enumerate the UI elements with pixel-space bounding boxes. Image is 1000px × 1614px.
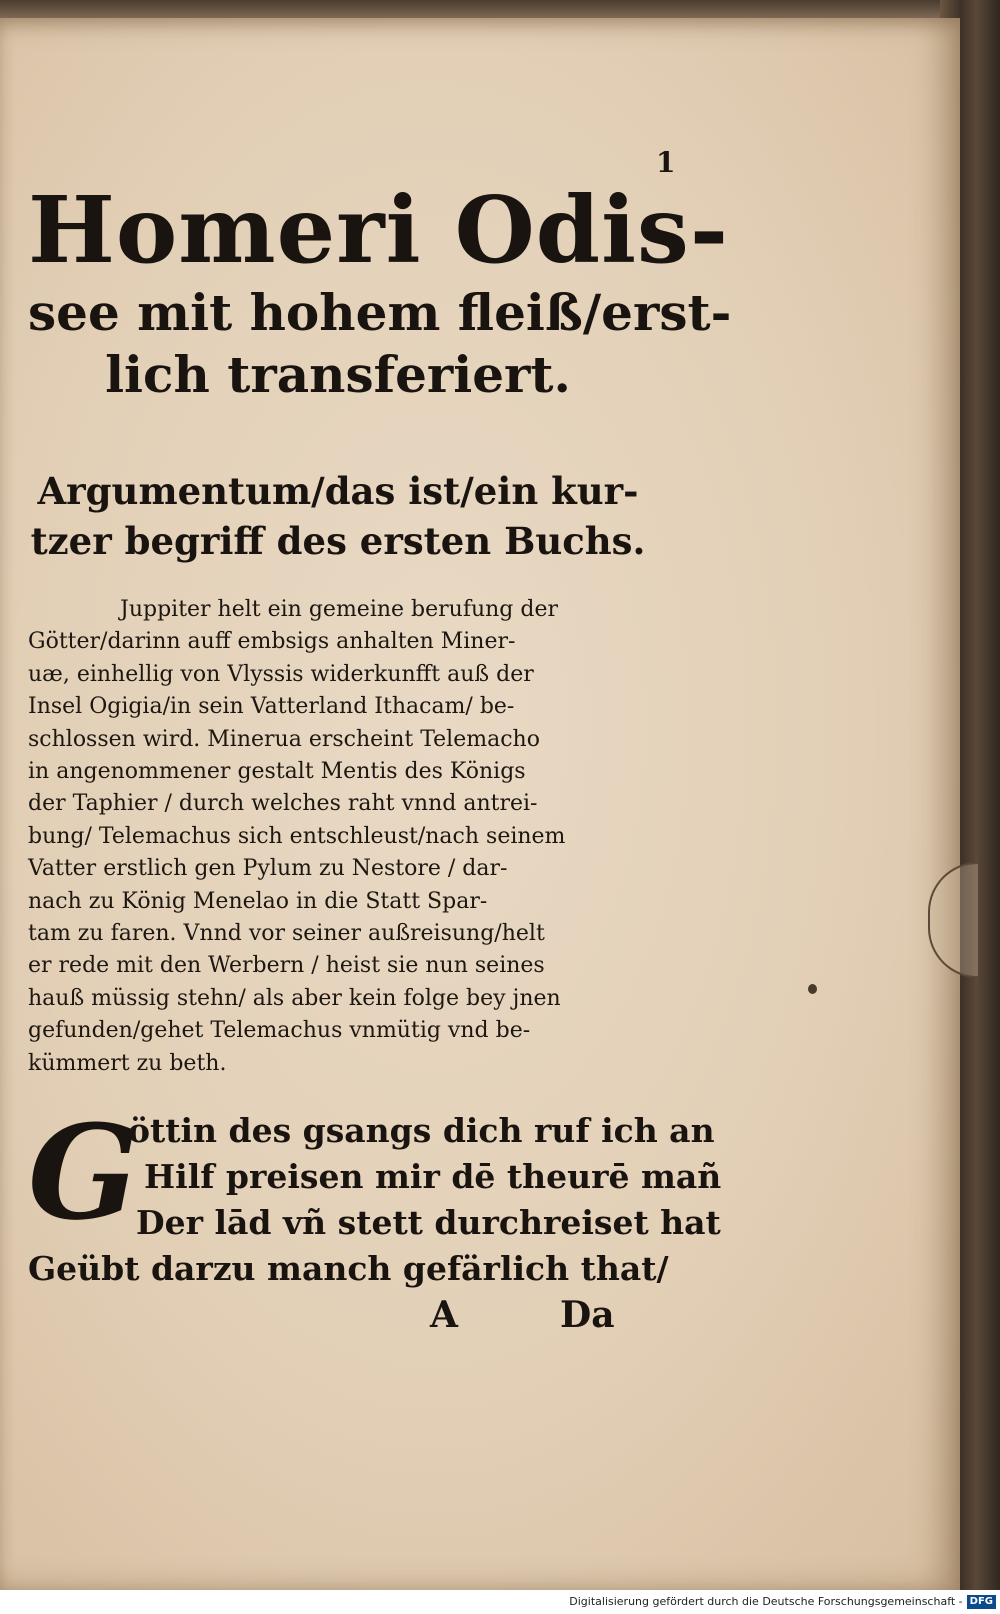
argument-line: Vatter erstlich gen Pylum zu Nestore / dar- — [28, 856, 508, 882]
argument-line: bung/ Telemachus sich entschleust/nach seinem — [28, 823, 566, 849]
argument-line: nach zu König Menelao in die Statt Spar- — [28, 888, 488, 914]
verse-block — [28, 1096, 722, 1292]
book-page — [0, 18, 960, 1590]
title-line-3: lich transferiert. — [105, 345, 571, 404]
argument-line: Juppiter helt ein gemeine berufung der — [120, 597, 559, 622]
argument-line: gefunden/gehet Telemachus vnmütig vnd be- — [28, 1018, 531, 1044]
title-line-2: see mit hohem fleiß/erst- — [28, 283, 732, 342]
argument-line: Götter/darinn auff embsigs anhalten Miner- — [28, 629, 516, 655]
argument-line: Insel Ogigia/in sein Vatterland Ithacam/ be- — [28, 694, 515, 720]
page-title — [28, 176, 732, 406]
verse-line: Geübt darzu manch gefärlich that/ — [28, 1249, 669, 1288]
dfg-logo-icon: DFG — [967, 1595, 996, 1609]
argument-line: schlossen wird. Minerua erscheint Telemacho — [28, 726, 540, 752]
verse-line: Hilf preisen mir dē theurē mañ — [144, 1157, 722, 1196]
verse-line: öttin des gsangs dich ruf ich an — [128, 1111, 715, 1150]
argument-line: er rede mit den Werbern / heist sie nun seines — [28, 953, 545, 979]
verse-line: Der lād vñ stett durchreiset hat — [136, 1203, 721, 1242]
argument-line: tam zu faren. Vnnd vor seiner außreisung/helt — [28, 921, 545, 947]
ink-spot — [808, 984, 817, 994]
decorated-initial: G — [28, 1096, 140, 1249]
argument-text — [28, 594, 638, 1080]
subhead-line-2: tzer begriff des ersten Buchs. — [30, 519, 646, 563]
subhead-line-1: Argumentum/das ist/ein kur- — [37, 469, 639, 513]
argument-line: in angenommener gestalt Mentis des Königs — [28, 759, 526, 785]
argument-line: der Taphier / durch welches raht vnnd antrei- — [28, 791, 538, 817]
argument-heading — [28, 466, 648, 566]
digitization-footer — [0, 1590, 1000, 1614]
argument-line: kümmert zu beth. — [28, 1050, 227, 1076]
footer-credit: Digitalisierung gefördert durch die Deutsche Forschungsgemeinschaft - — [569, 1595, 963, 1608]
catchword: Da — [560, 1294, 615, 1336]
argument-line: uæ, einhellig von Vlyssis widerkunfft auß der — [28, 661, 534, 687]
folio-number: 1 — [656, 146, 676, 179]
title-line-1: Homeri Odis- — [28, 176, 730, 284]
argument-line: hauß müssig stehn/ als aber kein folge bey jnen — [28, 985, 561, 1011]
signature-mark: A — [430, 1294, 458, 1336]
